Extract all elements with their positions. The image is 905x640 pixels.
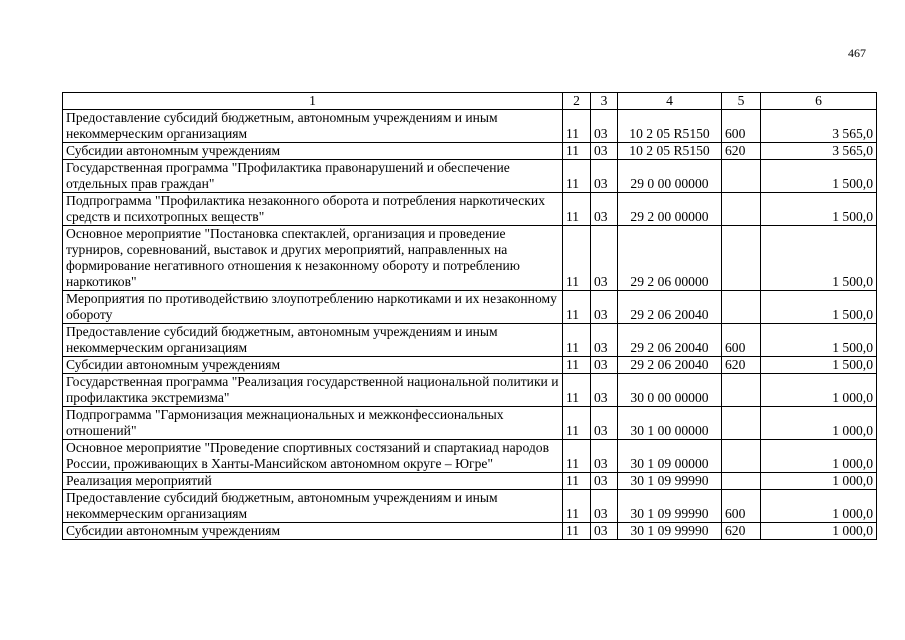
table-row bbox=[63, 357, 877, 374]
row-subsection: 03 bbox=[591, 407, 618, 440]
row-name: Мероприятия по противодействию злоупотреблению наркотиками и их незаконному обороту bbox=[63, 291, 563, 324]
table-row bbox=[63, 407, 877, 440]
row-section: 11 bbox=[563, 193, 591, 226]
table-row bbox=[63, 291, 877, 324]
row-target-code: 30 1 09 99990 bbox=[618, 473, 722, 490]
row-amount: 1 500,0 bbox=[761, 291, 877, 324]
row-expense-type: 600 bbox=[722, 490, 761, 523]
row-amount: 1 000,0 bbox=[761, 374, 877, 407]
header-cell-2: 2 bbox=[563, 93, 591, 110]
row-section: 11 bbox=[563, 291, 591, 324]
row-name: Подпрограмма "Гармонизация межнациональных и межконфессиональных отношений" bbox=[63, 407, 563, 440]
row-subsection: 03 bbox=[591, 523, 618, 540]
row-subsection: 03 bbox=[591, 357, 618, 374]
row-name: Основное мероприятие "Проведение спортивных состязаний и спартакиад народов России, проживающих в Ханты-Мансийском автономном округе – Югре" bbox=[63, 440, 563, 473]
row-subsection: 03 bbox=[591, 143, 618, 160]
row-subsection: 03 bbox=[591, 160, 618, 193]
row-name: Государственная программа "Реализация государственной национальной политики и профилактика экстремизма" bbox=[63, 374, 563, 407]
table-row bbox=[63, 490, 877, 523]
row-target-code: 10 2 05 R5150 bbox=[618, 110, 722, 143]
row-expense-type bbox=[722, 440, 761, 473]
row-expense-type: 600 bbox=[722, 324, 761, 357]
row-amount: 1 500,0 bbox=[761, 357, 877, 374]
row-name: Субсидии автономным учреждениям bbox=[63, 143, 563, 160]
row-expense-type bbox=[722, 374, 761, 407]
row-target-code: 29 2 06 20040 bbox=[618, 357, 722, 374]
table-row bbox=[63, 143, 877, 160]
row-subsection: 03 bbox=[591, 291, 618, 324]
row-expense-type: 620 bbox=[722, 523, 761, 540]
header-cell-6: 6 bbox=[761, 93, 877, 110]
row-section: 11 bbox=[563, 407, 591, 440]
row-section: 11 bbox=[563, 226, 591, 291]
row-expense-type bbox=[722, 473, 761, 490]
row-section: 11 bbox=[563, 324, 591, 357]
row-section: 11 bbox=[563, 160, 591, 193]
page-number: 467 bbox=[848, 46, 866, 60]
row-target-code: 29 0 00 00000 bbox=[618, 160, 722, 193]
row-subsection: 03 bbox=[591, 193, 618, 226]
row-expense-type bbox=[722, 407, 761, 440]
row-target-code: 30 1 09 99990 bbox=[618, 490, 722, 523]
row-section: 11 bbox=[563, 473, 591, 490]
row-target-code: 30 0 00 00000 bbox=[618, 374, 722, 407]
row-amount: 3 565,0 bbox=[761, 143, 877, 160]
row-target-code: 30 1 09 00000 bbox=[618, 440, 722, 473]
row-amount: 3 565,0 bbox=[761, 110, 877, 143]
row-expense-type: 620 bbox=[722, 357, 761, 374]
row-expense-type bbox=[722, 193, 761, 226]
row-target-code: 30 1 00 00000 bbox=[618, 407, 722, 440]
header-cell-4: 4 bbox=[618, 93, 722, 110]
header-cell-5: 5 bbox=[722, 93, 761, 110]
row-name: Предоставление субсидий бюджетным, автономным учреждениям и иным некоммерческим организациям bbox=[63, 324, 563, 357]
row-expense-type bbox=[722, 160, 761, 193]
row-name: Субсидии автономным учреждениям bbox=[63, 523, 563, 540]
table-row bbox=[63, 324, 877, 357]
header-cell-3: 3 bbox=[591, 93, 618, 110]
table-row bbox=[63, 160, 877, 193]
row-expense-type: 620 bbox=[722, 143, 761, 160]
table-row bbox=[63, 374, 877, 407]
row-target-code: 29 2 06 20040 bbox=[618, 324, 722, 357]
row-amount: 1 000,0 bbox=[761, 407, 877, 440]
row-amount: 1 000,0 bbox=[761, 473, 877, 490]
row-target-code: 30 1 09 99990 bbox=[618, 523, 722, 540]
row-section: 11 bbox=[563, 110, 591, 143]
header-row bbox=[63, 93, 877, 110]
row-section: 11 bbox=[563, 143, 591, 160]
row-subsection: 03 bbox=[591, 324, 618, 357]
row-target-code: 10 2 05 R5150 bbox=[618, 143, 722, 160]
row-subsection: 03 bbox=[591, 473, 618, 490]
row-section: 11 bbox=[563, 440, 591, 473]
table-row bbox=[63, 110, 877, 143]
row-amount: 1 500,0 bbox=[761, 160, 877, 193]
row-name: Предоставление субсидий бюджетным, автономным учреждениям и иным некоммерческим организациям bbox=[63, 490, 563, 523]
row-name: Государственная программа "Профилактика правонарушений и обеспечение отдельных прав граждан" bbox=[63, 160, 563, 193]
row-expense-type: 600 bbox=[722, 110, 761, 143]
row-target-code: 29 2 06 00000 bbox=[618, 226, 722, 291]
table-row bbox=[63, 523, 877, 540]
row-amount: 1 500,0 bbox=[761, 226, 877, 291]
row-name: Подпрограмма "Профилактика незаконного оборота и потребления наркотических средств и психотропных веществ" bbox=[63, 193, 563, 226]
row-name: Основное мероприятие "Постановка спектаклей, организация и проведение турниров, соревнований, выставок и других мероприятий, направленных на формирование негативного отношения к незаконному обороту и потреблению наркотиков" bbox=[63, 226, 563, 291]
row-subsection: 03 bbox=[591, 490, 618, 523]
table-row bbox=[63, 440, 877, 473]
table-row bbox=[63, 473, 877, 490]
budget-table bbox=[62, 92, 877, 540]
row-target-code: 29 2 06 20040 bbox=[618, 291, 722, 324]
row-amount: 1 000,0 bbox=[761, 440, 877, 473]
row-amount: 1 000,0 bbox=[761, 523, 877, 540]
row-expense-type bbox=[722, 226, 761, 291]
row-amount: 1 500,0 bbox=[761, 324, 877, 357]
table-row bbox=[63, 226, 877, 291]
row-amount: 1 500,0 bbox=[761, 193, 877, 226]
row-section: 11 bbox=[563, 357, 591, 374]
row-section: 11 bbox=[563, 374, 591, 407]
row-name: Субсидии автономным учреждениям bbox=[63, 357, 563, 374]
row-subsection: 03 bbox=[591, 374, 618, 407]
row-section: 11 bbox=[563, 523, 591, 540]
table-row bbox=[63, 193, 877, 226]
header-cell-1: 1 bbox=[63, 93, 563, 110]
row-subsection: 03 bbox=[591, 440, 618, 473]
row-amount: 1 000,0 bbox=[761, 490, 877, 523]
row-name: Предоставление субсидий бюджетным, автономным учреждениям и иным некоммерческим организациям bbox=[63, 110, 563, 143]
row-target-code: 29 2 00 00000 bbox=[618, 193, 722, 226]
row-expense-type bbox=[722, 291, 761, 324]
row-section: 11 bbox=[563, 490, 591, 523]
row-name: Реализация мероприятий bbox=[63, 473, 563, 490]
row-subsection: 03 bbox=[591, 110, 618, 143]
row-subsection: 03 bbox=[591, 226, 618, 291]
